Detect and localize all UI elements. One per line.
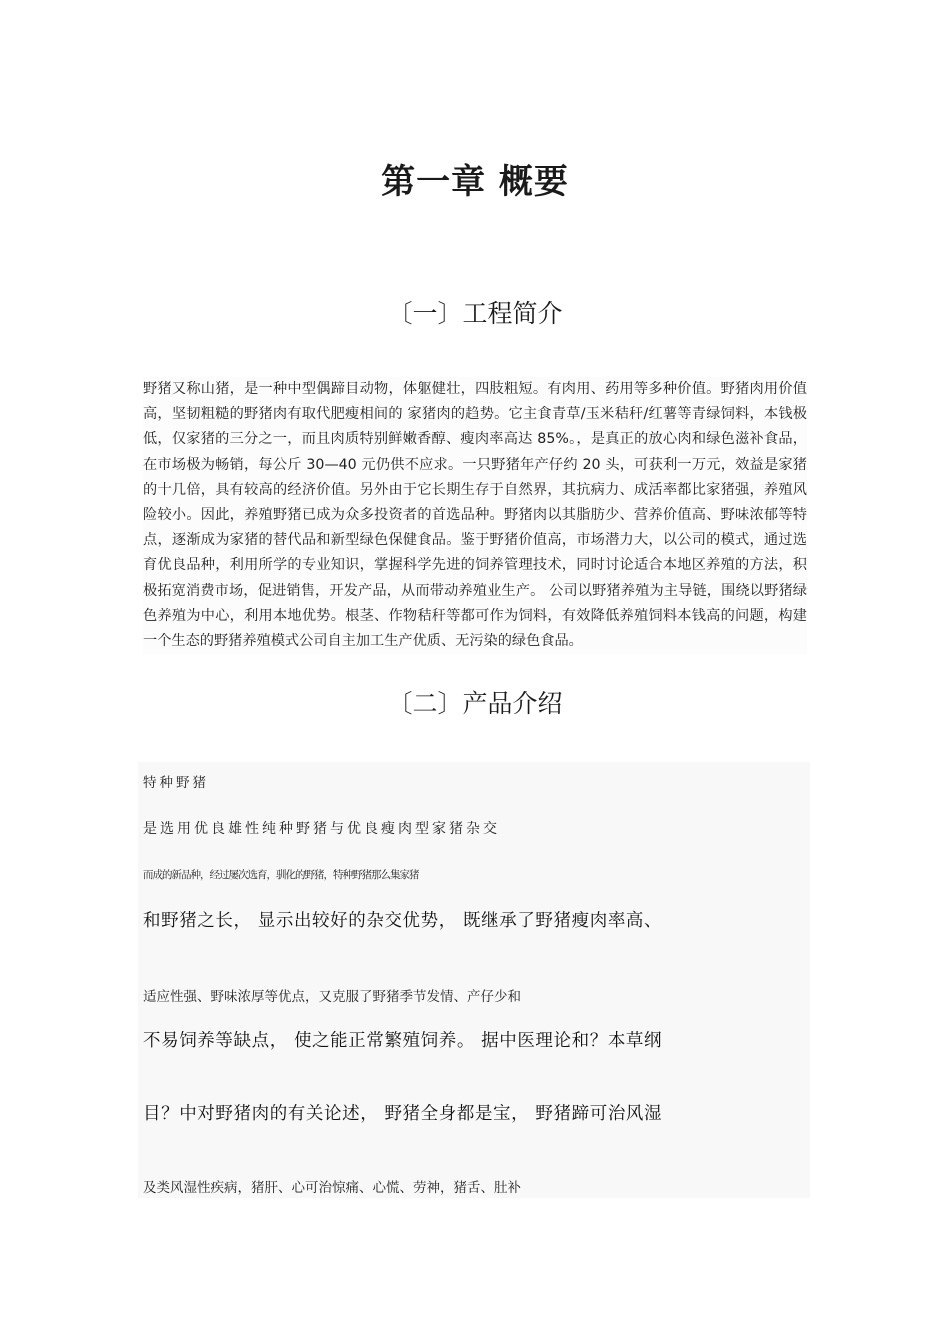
product-line-2: 是选用优良雄性纯种野猪与优良瘦肉型家猪杂交 xyxy=(143,821,500,837)
product-line-5: 适应性强、野味浓厚等优点，又克服了野猪季节发情、产仔少和 xyxy=(143,989,521,1005)
product-line-3: 而成的新品种，经过屡次选育，驯化的野猪，特种野猪那么集家猪 xyxy=(143,869,419,881)
section-title-product-intro: 〔二〕产品介绍 xyxy=(387,689,563,718)
project-intro-paragraph: 野猪又称山猪，是一种中型偶蹄目动物，体躯健壮，四肢粗短。有肉用、药用等多种价值。野猪肉用价值高，坚韧粗糙的野猪肉有取代肥瘦相间的 家猪肉的趋势。它主食青草/玉米秸秆/红薯等青绿饲料，本钱极低，仅家猪的三分之一，而且肉质特别鲜嫩香醇、瘦肉率高达 85%。，是真正的放心肉和绿色滋补食品，在市场极为畅销，每公斤 30—40 元仍供不应求。一只野猪年产仔约 20 头，可获利一万元，效益是家猪的十几倍，具有较高的经济价值。另外由于它长期生存于自然界，其抗病力、成活率都比家猪强，养殖风险较小。因此，养殖野猪已成为众多投资者的首选品种。野猪肉以其脂肪少、营养价值高、野味浓郁等特点，逐渐成为家猪的替代品和新型绿色保健食品。鉴于野猪价值高，市场潜力大，以公司的模式，通过选育优良品种，利用所学的专业知识，掌握科学先进的饲养管理技术，同时讨论适合本地区养殖的方法，积极拓宽消费市场，促进销售，开发产品，从而带动养殖业生产。 公司以野猪养殖为主导链，围绕以野猪绿色养殖为中心，利用本地优势。根茎、作物秸秆等都可作为饲料，有效降低养殖饲料本钱高的问题，构建一个生态的野猪养殖模式公司自主加工生产优质、无污染的绿色食品。 xyxy=(143,377,807,654)
product-line-4: 和野猪之长， 显示出较好的杂交优势， 既继承了野猪瘦肉率高、 xyxy=(143,911,663,931)
product-line-7: 目？中对野猪肉的有关论述， 野猪全身都是宝， 野猪蹄可治风湿 xyxy=(143,1104,663,1124)
product-line-1: 特种野猪 xyxy=(143,775,209,791)
product-line-8: 及类风湿性疾病，猪肝、心可治惊痛、心慌、劳神，猪舌、肚补 xyxy=(143,1180,521,1196)
chapter-title: 第一章 概要 xyxy=(381,162,569,202)
section-title-project-intro: 〔一〕工程简介 xyxy=(387,299,563,328)
product-line-6: 不易饲养等缺点， 使之能正常繁殖饲养。 据中医理论和？本草纲 xyxy=(143,1031,663,1051)
